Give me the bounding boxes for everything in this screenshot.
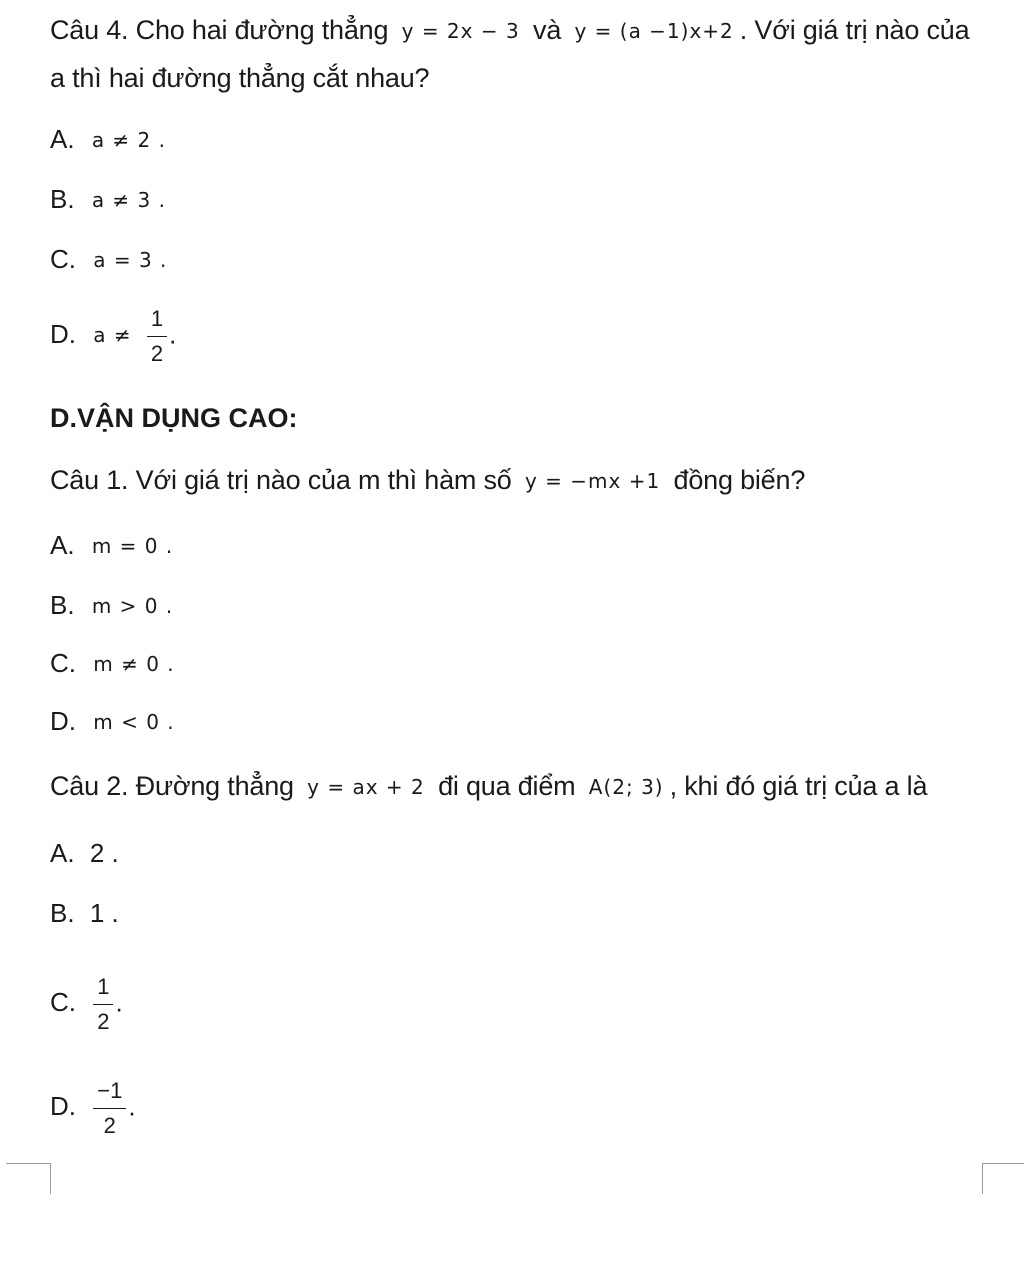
question-1-prefix: Câu 1. Với giá trị nào của m thì hàm số (50, 465, 512, 495)
option-tail: . (115, 987, 123, 1018)
question-1-option-a (50, 528, 179, 564)
option-label: A. (50, 838, 75, 868)
fraction-numerator: 1 (93, 974, 113, 1005)
option-label: C. (50, 244, 76, 274)
question-4-option-b (50, 182, 172, 218)
fraction (93, 974, 113, 1035)
option-tail: . (169, 319, 177, 350)
option-label: B. (50, 590, 75, 620)
question-1-equation: y = −mx +1 (524, 469, 661, 493)
question-1-option-b (50, 588, 179, 624)
option-expression: a ≠ 2 . (91, 128, 166, 152)
option-label: D. (50, 319, 76, 350)
option-label: D. (50, 706, 76, 736)
fraction-denominator: 2 (150, 341, 164, 366)
section-heading: D.VẬN DỤNG CAO: (50, 403, 298, 433)
question-2-point: A(2; 3) (588, 775, 664, 799)
fraction-numerator: 1 (147, 306, 167, 337)
option-expression: m < 0 . (93, 710, 175, 734)
question-4-equation-2: y = (a −1)x+2 (574, 19, 734, 43)
question-4-option-d (50, 306, 176, 367)
fraction-numerator: −1 (93, 1078, 126, 1109)
option-tail: . (128, 1091, 136, 1122)
option-expression: a = 3 . (93, 248, 168, 272)
question-2-option-d (50, 1078, 136, 1139)
option-expression: m = 0 . (91, 534, 174, 558)
fraction (147, 306, 167, 367)
question-2-option-c (50, 974, 123, 1035)
fraction-denominator: 2 (103, 1113, 116, 1138)
question-1-suffix: đồng biến? (673, 465, 806, 495)
option-label: B. (50, 898, 75, 928)
question-4-option-a (50, 122, 172, 158)
question-4-line-1 (50, 12, 969, 50)
option-expression: m > 0 . (91, 594, 174, 618)
option-label: C. (50, 987, 76, 1018)
page-corner-mark-right (982, 1163, 1024, 1194)
fraction (93, 1078, 126, 1139)
question-2-suffix: , khi đó giá trị của a là (669, 771, 928, 801)
option-label: D. (50, 1091, 76, 1122)
option-expression: a ≠ (93, 323, 132, 348)
page-corner-mark-left (6, 1163, 51, 1194)
question-2-line (50, 768, 927, 806)
option-expression: a ≠ 3 . (91, 188, 166, 212)
option-label: B. (50, 184, 75, 214)
option-label: A. (50, 530, 75, 560)
fraction-denominator: 2 (97, 1009, 110, 1034)
question-2-option-a (50, 836, 119, 870)
question-4-prefix: Câu 4. Cho hai đường thẳng (50, 15, 389, 45)
question-2-equation: y = ax + 2 (307, 775, 425, 799)
question-1-option-c (50, 646, 181, 682)
question-4-equation-1: y = 2x − 3 (401, 19, 520, 43)
question-4-line-2: a thì hai đường thẳng cắt nhau? (50, 63, 430, 93)
question-1-option-d (50, 704, 181, 740)
question-4-suffix: . Với giá trị nào của (739, 15, 970, 45)
option-expression: m ≠ 0 . (93, 652, 175, 676)
option-expression: 1 . (89, 898, 119, 928)
option-label: A. (50, 124, 75, 154)
question-2-prefix: Câu 2. Đường thẳng (50, 771, 294, 801)
question-2-middle: đi qua điểm (438, 771, 576, 801)
question-2-option-b (50, 896, 119, 930)
option-expression: 2 . (89, 838, 119, 868)
question-1-line (50, 462, 805, 500)
question-4-option-c (50, 242, 173, 278)
option-label: C. (50, 648, 76, 678)
question-4-middle: và (533, 15, 562, 45)
